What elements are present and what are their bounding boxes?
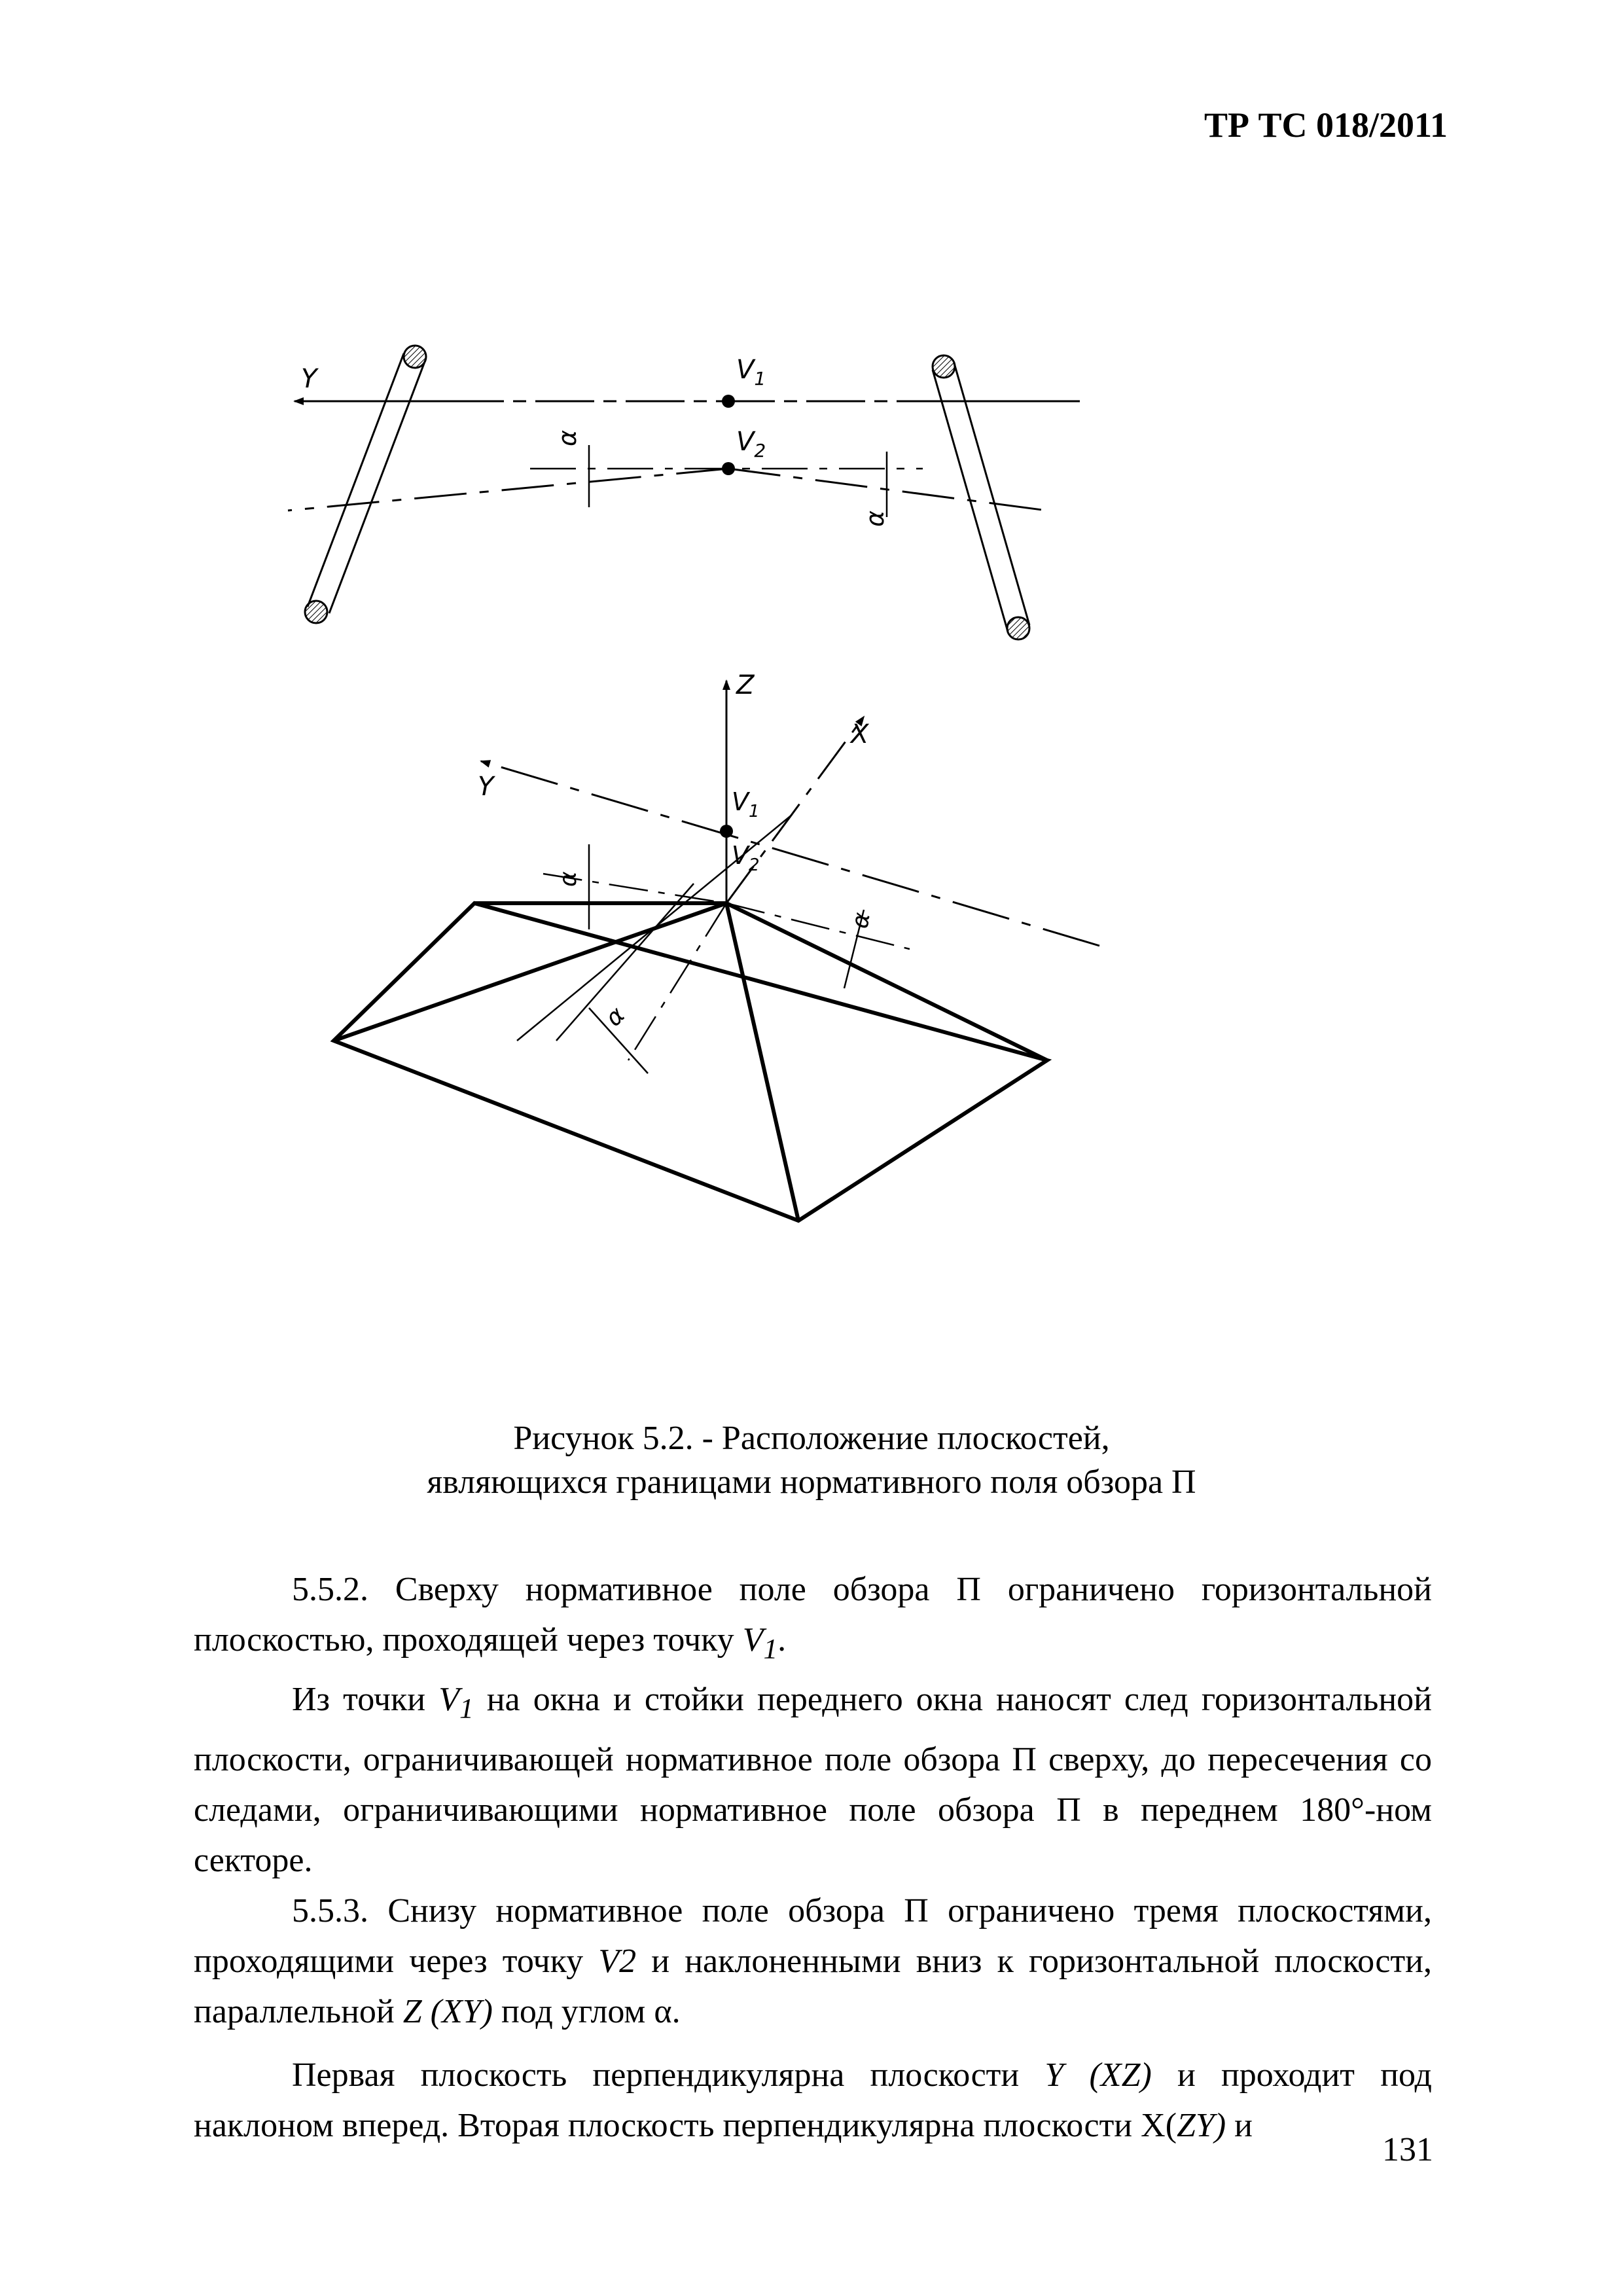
top-right-sight-line	[728, 469, 1047, 511]
pyramid-edge-right	[726, 903, 1047, 1060]
top-y-label: Y	[301, 364, 317, 394]
alpha-mid-label: α	[600, 1001, 631, 1032]
top-v1-point	[722, 395, 735, 408]
z-axis-label: Z	[736, 670, 755, 700]
paragraph-5-5-3: 5.5.3. Снизу нормативное поле обзора П ограничено тремя плоскостями, проходящими через точку V2 и наклоненными вниз к горизонтальной плоскости, параллельной Z (XY) под углом α.	[194, 1892, 1432, 2030]
v1-label: $V_1$	[732, 787, 760, 821]
paragraph-5-5-2: 5.5.2. Сверху нормативное поле обзора П ограничено горизонтальной плоскостью, проходящей через точку $V_1$.	[194, 1571, 1432, 1665]
document-code-header: ТР ТС 018/2011	[1204, 105, 1448, 145]
alpha-left-label: α	[555, 871, 582, 887]
top-alpha-right-label: α	[861, 510, 889, 527]
top-alpha-left-label: α	[553, 429, 582, 446]
paragraph-trace: Из точки $V_1$ на окна и стойки переднего окна наносят след горизонтальной плоскости, ограничивающей нормативное поле обзора П сверху, до пересечения со следами, ограничивающими нормативное поле обзора П в переднем 180°-ном секторе.	[194, 1681, 1432, 1879]
v1-point	[720, 825, 733, 838]
y-axis-line	[481, 761, 1099, 946]
top-v1-label: $V_1$	[736, 355, 766, 389]
pyramid-outline	[334, 903, 1047, 1221]
perspective-diagram	[334, 670, 1099, 1221]
top-v2-label: $V_2$	[736, 427, 766, 461]
center-sight-line	[628, 903, 726, 1060]
left-a-pillar	[305, 346, 426, 623]
paragraph-first-plane: Первая плоскость перпендикулярна плоскости Y (XZ) и проходит под наклоном вперед. Вторая плоскость перпендикулярна плоскости X(ZY) и	[194, 2056, 1432, 2144]
v2-label: $V_2$	[732, 841, 760, 875]
v2-reference-line-right	[726, 903, 910, 949]
figure-caption-line-2: являющихся границами нормативного поля обзора П	[427, 1463, 1196, 1501]
body-text	[194, 1564, 1432, 2151]
alpha-right-label: α	[846, 910, 876, 931]
pyramid-edge-front	[726, 903, 798, 1221]
top-left-sight-line	[288, 469, 728, 511]
top-view-diagram	[288, 346, 1080, 639]
page-number: 131	[1382, 2131, 1433, 2168]
figure-caption-line-1: Рисунок 5.2. - Расположение плоскостей,	[513, 1420, 1110, 1457]
pyramid-edge-left	[334, 903, 726, 1041]
x-axis-label: X	[851, 719, 869, 749]
y-axis-label: Y	[478, 772, 494, 802]
